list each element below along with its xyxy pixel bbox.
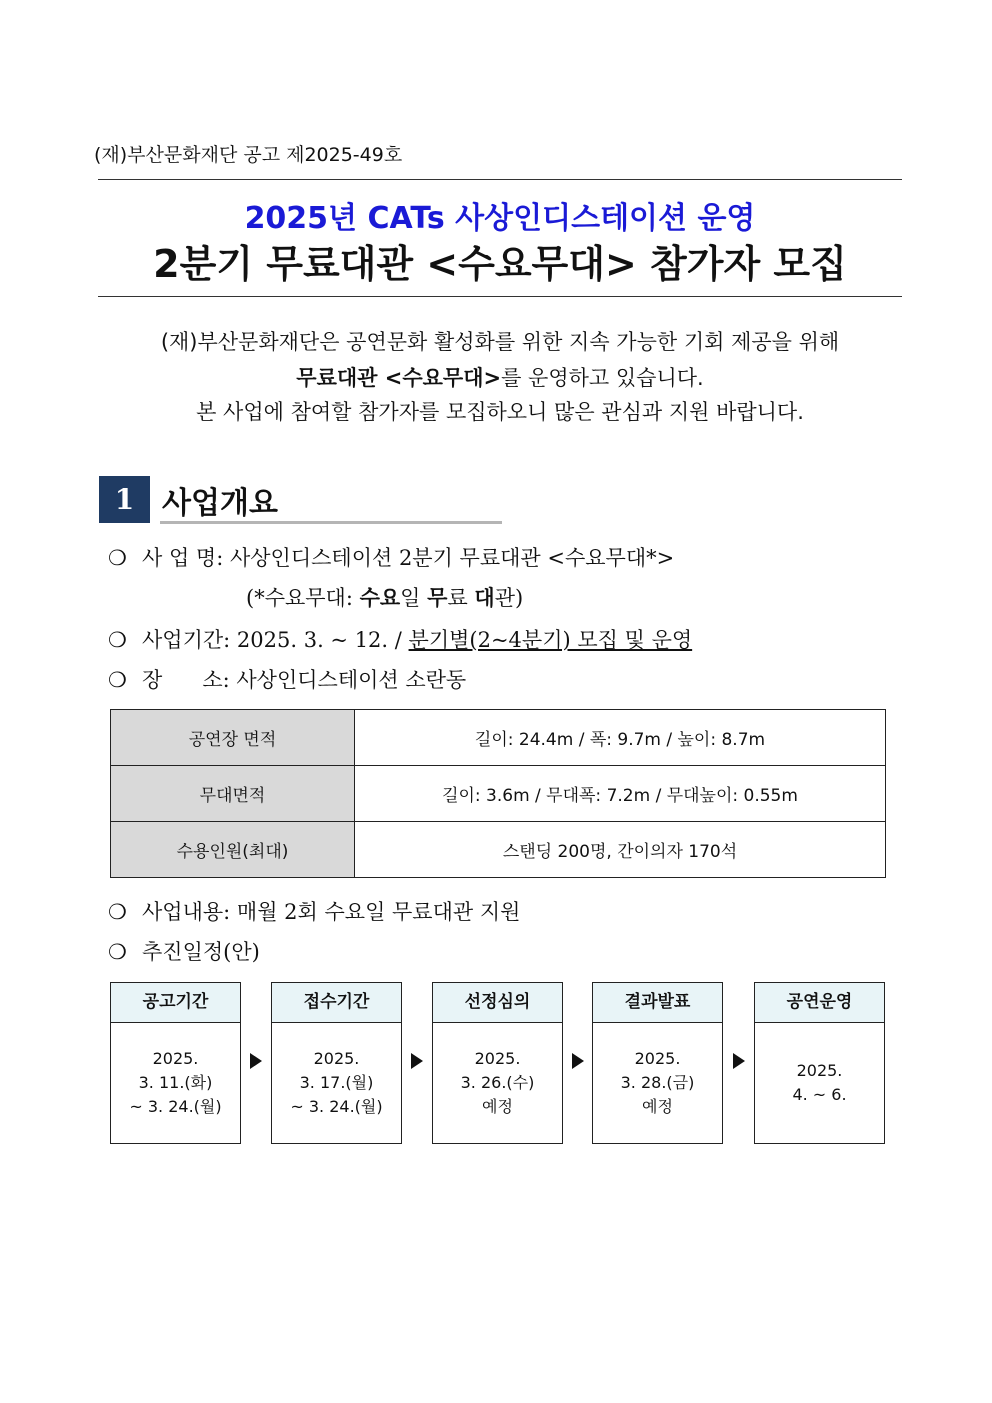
- intro-line-2-rest: 를 운영하고 있습니다.: [501, 366, 704, 390]
- arrow-right-icon: [250, 1053, 262, 1069]
- bullet-icon: ❍: [108, 900, 127, 924]
- title-line-1: 2025년 CATs 사상인디스테이션 운영: [244, 201, 756, 236]
- notice-number: (재)부산문화재단 공고 제2025-49호: [94, 144, 403, 166]
- table-row: [111, 822, 886, 878]
- table-value-cell: 스탠딩 200명, 간이의자 170석: [355, 822, 886, 878]
- schedule-step-performance: [754, 982, 885, 1144]
- schedule-step-announcement: [110, 982, 241, 1144]
- bullet-icon: ❍: [108, 940, 127, 964]
- table-label-cell: 수용인원(최대): [111, 822, 355, 878]
- step-body: 2025. 3. 26.(수) 예정: [460, 1049, 535, 1116]
- step-title: 결과발표: [593, 983, 722, 1023]
- step-title: 공고기간: [111, 983, 240, 1023]
- arrow-right-icon: [733, 1053, 745, 1069]
- title-line-2: 2분기 무료대관 <수요무대> 참가자 모집: [153, 242, 847, 286]
- intro-line-3: 본 사업에 참여할 참가자를 모집하오니 많은 관심과 지원 바랍니다.: [196, 400, 804, 424]
- intro-bold-program: 무료대관 <수요무대>: [296, 366, 502, 390]
- table-row: [111, 710, 886, 766]
- venue-spec-table: [110, 709, 886, 878]
- item-project-name-note: (*수요무대: 수요일 무료 대관): [246, 585, 524, 610]
- bullet-icon: ❍: [108, 668, 127, 692]
- item-project-name: ❍ 사 업 명: 사상인디스테이션 2분기 무료대관 <수요무대*>: [108, 546, 675, 570]
- schedule-step-review: [432, 982, 563, 1144]
- step-title: 접수기간: [272, 983, 401, 1023]
- intro-line-1: (재)부산문화재단은 공연문화 활성화를 위한 지속 가능한 기회 제공을 위해: [160, 330, 840, 354]
- section-title: 사업개요: [162, 486, 278, 521]
- table-row: [111, 766, 886, 822]
- period-underlined: 분기별(2~4분기) 모집 및 운영: [408, 628, 693, 652]
- schedule-step-result: [592, 982, 723, 1144]
- arrow-right-icon: [411, 1053, 423, 1069]
- section-underline: [160, 521, 502, 524]
- item-project-period: ❍ 사업기간: 2025. 3. ~ 12. / 분기별(2~4분기) 모집 및 운영: [108, 628, 693, 652]
- item-place: ❍ 장 소: 사상인디스테이션 소란동: [108, 668, 467, 692]
- table-value-cell: 길이: 24.4m / 폭: 9.7m / 높이: 8.7m: [355, 710, 886, 766]
- step-body: 2025. 3. 17.(월) ~ 3. 24.(월): [290, 1049, 383, 1116]
- item-project-content: ❍ 사업내용: 매월 2회 수요일 무료대관 지원: [108, 900, 521, 924]
- step-body: 2025. 4. ~ 6.: [792, 1061, 847, 1104]
- bullet-icon: ❍: [108, 628, 127, 652]
- top-divider: [98, 179, 902, 180]
- step-title: 공연운영: [755, 983, 884, 1023]
- intro-line-2: [98, 362, 902, 392]
- schedule-step-application: [271, 982, 402, 1144]
- table-label-cell: 공연장 면적: [111, 710, 355, 766]
- section-number-badge: 1: [99, 476, 150, 523]
- step-body: 2025. 3. 11.(화) ~ 3. 24.(월): [129, 1049, 222, 1116]
- item-schedule-heading: ❍ 추진일정(안): [108, 940, 260, 964]
- bullet-icon: ❍: [108, 546, 127, 570]
- table-value-cell: 길이: 3.6m / 무대폭: 7.2m / 무대높이: 0.55m: [355, 766, 886, 822]
- title-divider: [98, 296, 902, 297]
- step-title: 선정심의: [433, 983, 562, 1023]
- arrow-right-icon: [572, 1053, 584, 1069]
- table-label-cell: 무대면적: [111, 766, 355, 822]
- step-body: 2025. 3. 28.(금) 예정: [620, 1049, 695, 1116]
